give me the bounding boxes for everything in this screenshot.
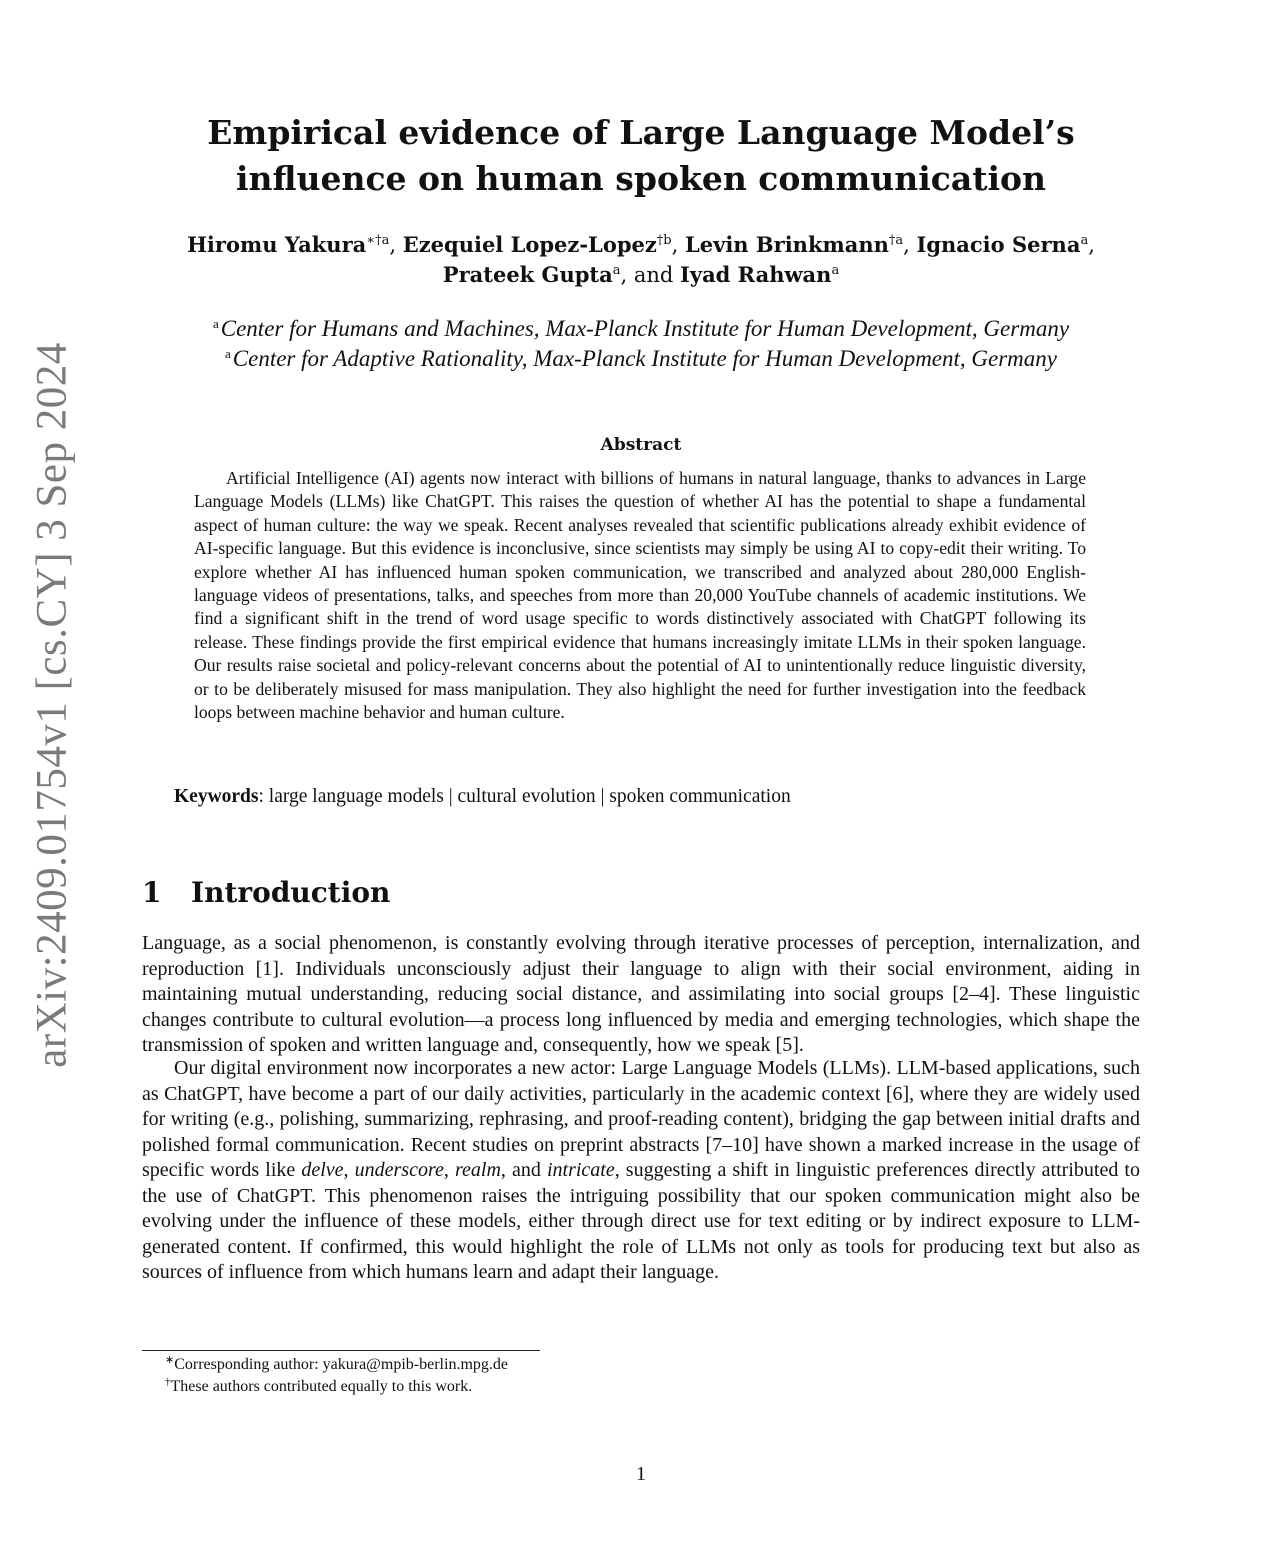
- author-affiliation-mark: ∗†a: [366, 233, 390, 248]
- author-line-1: [140, 230, 1142, 260]
- affiliation-mark: a: [212, 316, 219, 331]
- author-separator: ,: [671, 233, 679, 257]
- author-affiliation-mark: a: [831, 263, 840, 278]
- author-separator: , and: [620, 263, 674, 287]
- author-separator: ,: [903, 233, 910, 257]
- author-separator: ,: [389, 233, 397, 257]
- author-name: Levin Brinkmann: [685, 232, 889, 257]
- paragraph-text: Our digital environment now incorporates a new actor: Large Language Models (LLMs). LLM-based applications, such as ChatGPT, have become a part of our daily activities, particularly in the academic context [6], where they are widely used for writing (e.g., polishing, summarizing, rephrasing, and proof-reading content), bridging the gap between initial drafts and polished formal communication. Recent studies on preprint abstracts [7–10] have shown a marked increase in the usage of specific words like: [142, 1057, 1140, 1181]
- intro-paragraph-1: Language, as a social phenomenon, is constantly evolving through iterative processes of perception, internalization, and reproduction [1]. Individuals unconsciously adjust their language to align with their social environment, aiding in maintaining mutual understanding, reducing social distance, and assimilating into social groups [2–4]. These linguistic changes contribute to cultural evolution—a process long influenced by media and emerging technologies, which shape the transmission of spoken and written language and, consequently, how we speak [5].: [142, 932, 1140, 1056]
- affiliation-mark: a: [225, 346, 231, 361]
- emphasized-word: intricate: [546, 1159, 615, 1181]
- affiliation-list: [140, 314, 1142, 374]
- emphasized-word: realm: [454, 1159, 501, 1181]
- footnote-item: [165, 1377, 472, 1397]
- abstract-heading: Abstract: [600, 435, 682, 455]
- author-name: Prateek Gupta: [442, 262, 613, 287]
- emphasized-word: underscore: [354, 1159, 444, 1181]
- author-list: [140, 230, 1142, 290]
- emphasized-word: delve: [301, 1159, 344, 1181]
- paragraph-text: , and: [500, 1159, 547, 1181]
- keywords-text: large language models | cultural evolution | spoken communication: [268, 786, 791, 807]
- author-name: Ezequiel Lopez-Lopez: [402, 232, 657, 257]
- author-separator: ,: [1088, 233, 1095, 257]
- author-line-2: [140, 260, 1142, 290]
- affiliation-text: Center for Adaptive Rationality, Max-Planck Institute for Human Development, Germany: [232, 346, 1057, 371]
- section-heading-introduction: [142, 876, 390, 909]
- author-affiliation-mark: †a: [888, 233, 904, 248]
- page-number: 1: [636, 1463, 646, 1485]
- footnote-mark: ∗: [165, 1354, 175, 1366]
- author-name: Hiromu Yakura: [187, 232, 367, 257]
- author-affiliation-mark: †b: [656, 233, 672, 248]
- footnote-text: These authors contributed equally to this work.: [170, 1378, 473, 1395]
- affiliation-item: [140, 314, 1142, 344]
- paper-title: Empirical evidence of Large Language Model’s influence on human spoken communication: [207, 113, 1075, 198]
- keywords-separator: :: [258, 786, 264, 807]
- paragraph-text: ,: [343, 1159, 355, 1181]
- footnote-rule: [142, 1350, 540, 1351]
- abstract-text: Artificial Intelligence (AI) agents now interact with billions of humans in natural language, thanks to advances in Large Language Models (LLMs) like ChatGPT. This raises the question of whether AI has the potential to shape a fundamental aspect of human culture: the way we speak. Recent analyses revealed that scientific publications already exhibit evidence of AI-specific language. But this evidence is inconclusive, since scientists may simply be using AI to copy-edit their writing. To explore whether AI has influenced human spoken communication, we transcribed and analyzed about 280,000 English-language videos of presentations, talks, and speeches from more than 20,000 YouTube channels of academic institutions. We find a significant shift in the trend of word usage specific to words distinctively associated with ChatGPT following its release. These findings provide the first empirical evidence that humans increasingly imitate LLMs in their spoken language. Our results raise societal and policy-relevant concerns about the potential of AI to unintentionally reduce linguistic diversity, or to be deliberately misused for mass manipulation. They also highlight the need for further investigation into the feedback loops between machine behavior and human culture.: [194, 468, 1086, 723]
- footnote-mark: †: [165, 1376, 171, 1388]
- keywords-label: Keywords: [174, 786, 259, 807]
- author-name: Iyad Rahwan: [680, 262, 832, 287]
- paragraph-text: ,: [443, 1159, 455, 1181]
- arxiv-identifier-text: arXiv:2409.01754v1 [cs.CY] 3 Sep 2024: [28, 342, 76, 1068]
- keywords-line: [174, 785, 1094, 809]
- footnote-text: Corresponding author: yakura@mpib-berlin.mpg.de: [174, 1356, 508, 1373]
- affiliation-item: [140, 344, 1142, 374]
- intro-paragraph-2: [142, 1056, 1140, 1286]
- section-title: Introduction: [191, 876, 391, 909]
- author-name: Ignacio Serna: [916, 232, 1081, 257]
- section-number: 1: [142, 876, 162, 909]
- affiliation-text: Center for Humans and Machines, Max-Planck Institute for Human Development, Germany: [220, 316, 1070, 341]
- footnote-item: [165, 1355, 508, 1375]
- author-affiliation-mark: a: [612, 263, 621, 278]
- paragraph-text: , suggesting a shift in linguistic preferences directly attributed to the use of ChatGPT. This phenomenon raises the intriguing possibility that our spoken communication might also be evolving under the influence of these models, either through direct use for text editing or by indirect exposure to LLM-generated content. If confirmed, this would highlight the role of LLMs not only as tools for producing text but also as sources of influence from which humans learn and adapt their language.: [142, 1159, 1140, 1283]
- author-affiliation-mark: a: [1080, 233, 1089, 248]
